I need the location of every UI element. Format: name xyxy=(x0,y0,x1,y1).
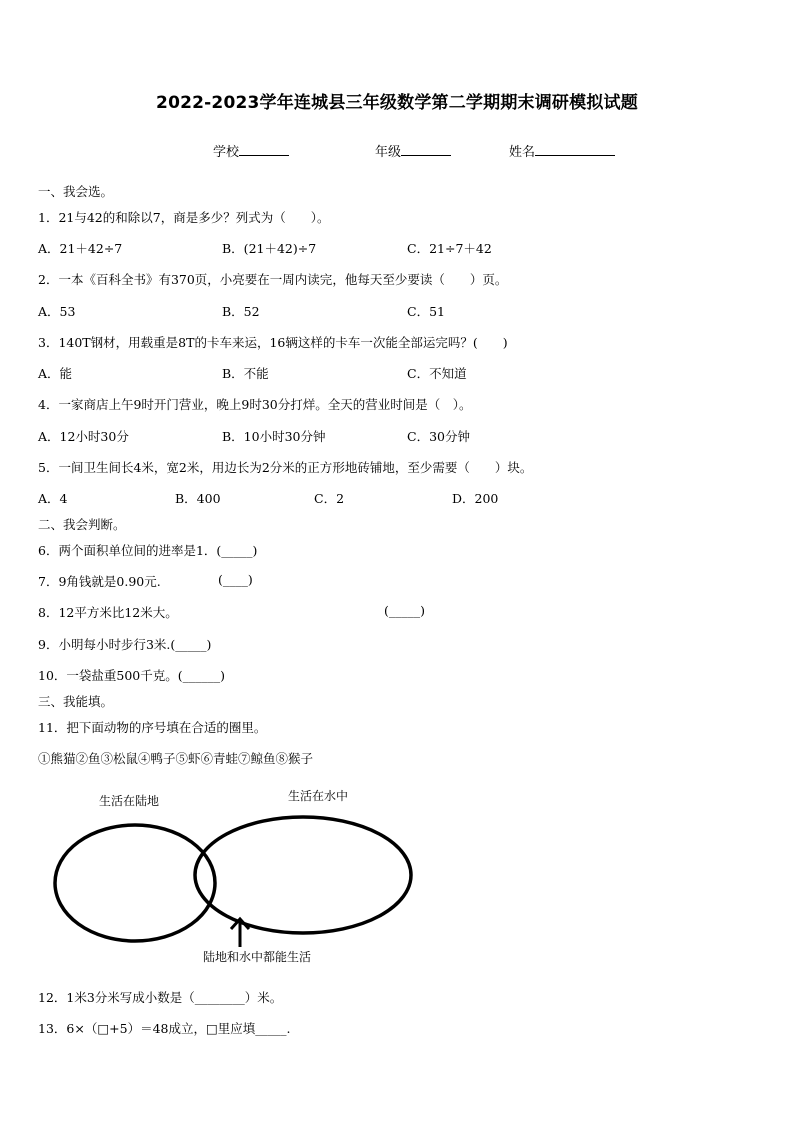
question-5-stem: 5．一间卫生间长4米，宽2米，用边长为2分米的正方形地砖铺地，至少需要（ ）块。 xyxy=(38,460,533,475)
question-2-stem: 2．一本《百科全书》有370页，小亮要在一周内读完，他每天至少要读（ ）页。 xyxy=(38,272,508,287)
land-circle[interactable] xyxy=(55,825,215,941)
question-3-option-b[interactable]: B．不能 xyxy=(222,366,269,381)
question-11-stem: 11．把下面动物的序号填在合适的圈里。 xyxy=(38,720,267,735)
question-1-option-b[interactable]: B．(21＋42)÷7 xyxy=(222,241,317,256)
question-11-animal-options: ①熊猫②鱼③松鼠④鸭子⑤虾⑥青蛙⑦鲸鱼⑧猴子 xyxy=(38,751,314,766)
both-region-label: 陆地和水中都能生活 xyxy=(203,950,312,964)
school-field xyxy=(213,141,289,160)
question-3-option-a[interactable]: A．能 xyxy=(38,366,73,381)
name-field xyxy=(509,141,615,160)
question-12: 12．1米3分米写成小数是（________）米。 xyxy=(38,990,283,1005)
question-4-option-c[interactable]: C．30分钟 xyxy=(407,429,470,444)
name-label: 姓名 xyxy=(509,145,536,160)
water-circle-label: 生活在水中 xyxy=(288,789,349,803)
land-circle-label: 生活在陆地 xyxy=(99,794,160,808)
question-4-stem: 4．一家商店上午9时开门营业，晚上9时30分打烊。全天的营业时间是（ ）。 xyxy=(38,397,472,412)
question-5-option-a[interactable]: A．4 xyxy=(38,491,68,506)
question-5-option-d[interactable]: D．200 xyxy=(452,491,499,506)
question-3-stem: 3．140T钢材，用载重是8T的卡车来运，16辆这样的卡车一次能全部运完吗？( ) xyxy=(38,335,508,350)
question-1-option-c[interactable]: C．21÷7＋42 xyxy=(407,241,492,256)
section-heading-1: 一、我会选。 xyxy=(38,184,114,199)
question-3-option-c[interactable]: C．不知道 xyxy=(407,366,467,381)
water-circle[interactable] xyxy=(195,817,411,933)
school-blank[interactable] xyxy=(239,143,289,156)
section-heading-2: 二、我会判断。 xyxy=(38,517,126,532)
question-6: 6．两个面积单位间的进率是1．(_____) xyxy=(38,543,258,558)
section-heading-3: 三、我能填。 xyxy=(38,694,114,709)
grade-label: 年级 xyxy=(375,145,402,160)
question-2-option-c[interactable]: C．51 xyxy=(407,304,445,319)
question-7: 7．9角钱就是0.90元. xyxy=(38,574,161,589)
question-1-option-a[interactable]: A．21＋42÷7 xyxy=(38,241,123,256)
question-2-option-b[interactable]: B．52 xyxy=(222,304,260,319)
grade-blank[interactable] xyxy=(401,143,451,156)
school-label: 学校 xyxy=(213,145,240,160)
question-2-option-a[interactable]: A．53 xyxy=(38,304,76,319)
question-1-stem: 1．21与42的和除以7，商是多少？列式为（ ）。 xyxy=(38,210,330,225)
question-9: 9．小明每小时步行3米.(_____) xyxy=(38,637,212,652)
question-8-answer-blank[interactable]: (_____) xyxy=(384,603,426,618)
question-5-option-b[interactable]: B．400 xyxy=(175,491,221,506)
question-13: 13．6×（□+5）＝48成立，□里应填_____. xyxy=(38,1021,291,1036)
question-8: 8．12平方米比12米大。 xyxy=(38,605,178,620)
question-10: 10．一袋盐重500千克。(______) xyxy=(38,668,226,683)
name-blank[interactable] xyxy=(535,143,615,156)
question-4-option-a[interactable]: A．12小时30分 xyxy=(38,429,129,444)
page-title: 2022-2023学年连城县三年级数学第二学期期末调研模拟试题 xyxy=(156,93,638,113)
question-4-option-b[interactable]: B．10小时30分钟 xyxy=(222,429,326,444)
grade-field xyxy=(375,141,451,160)
question-7-answer-blank[interactable]: (____) xyxy=(218,572,253,587)
question-5-option-c[interactable]: C．2 xyxy=(314,491,345,506)
